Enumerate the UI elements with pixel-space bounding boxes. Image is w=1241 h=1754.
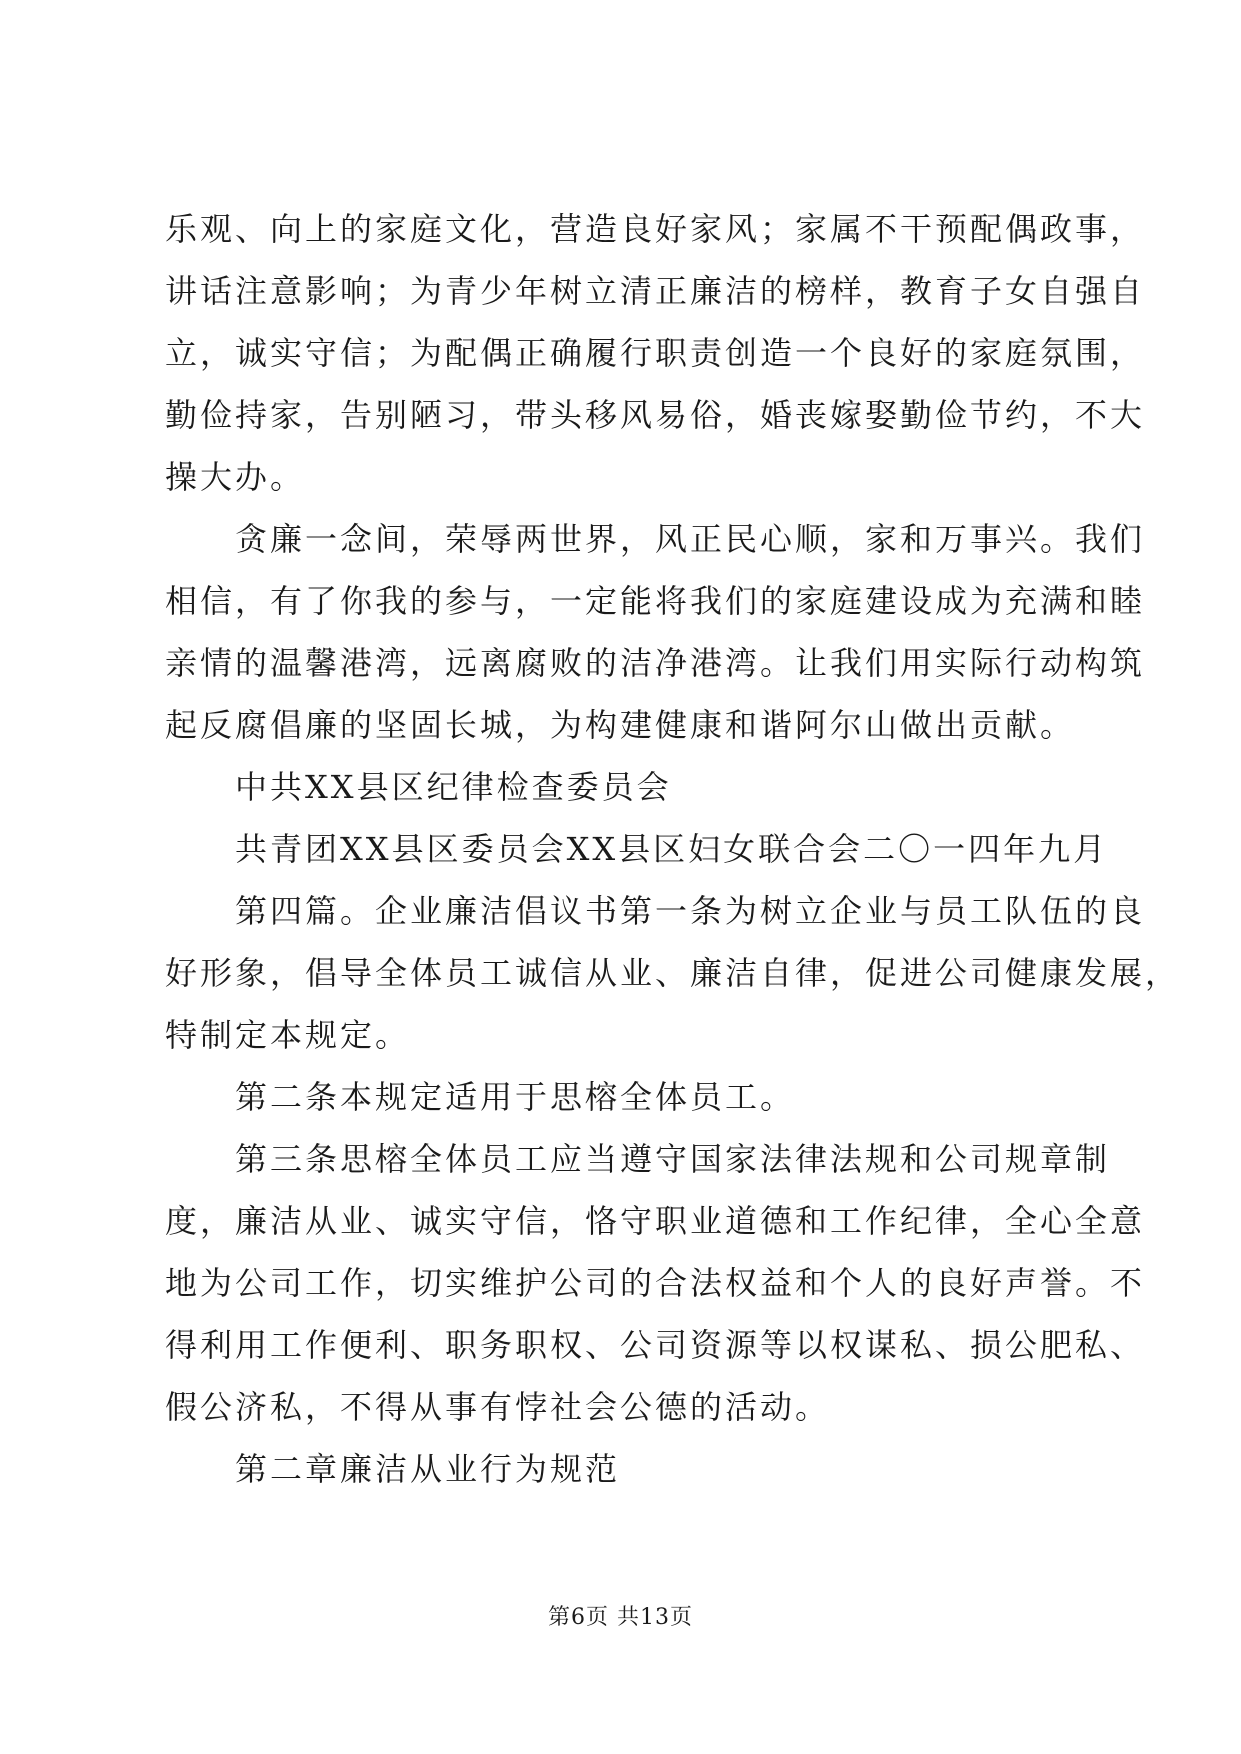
text-line-17: 度，廉洁从业、诚实守信，恪守职业道德和工作纪律，全心全意 xyxy=(165,1202,1146,1240)
document-body xyxy=(165,198,1181,1500)
text-line-3: 立，诚实守信；为配偶正确履行职责创造一个良好的家庭氛围， xyxy=(165,334,1146,372)
text-line-6: 贪廉一念间，荣辱两世界，风正民心顺，家和万事兴。我们 xyxy=(165,520,1146,558)
text-line-19: 得利用工作便利、职务职权、公司资源等以权谋私、损公肥私、 xyxy=(165,1326,1146,1364)
text-line-7: 相信，有了你我的参与，一定能将我们的家庭建设成为充满和睦 xyxy=(165,582,1146,620)
text-line-1: 乐观、向上的家庭文化，营造良好家风；家属不干预配偶政事， xyxy=(165,210,1146,248)
page-number-footer: 第6页 共13页 xyxy=(548,1605,693,1630)
text-line-5: 操大办。 xyxy=(165,458,306,496)
text-line-20: 假公济私，不得从事有悖社会公德的活动。 xyxy=(165,1388,831,1426)
text-line-13: 好形象，倡导全体员工诚信从业、廉洁自律，促进公司健康发展， xyxy=(165,954,1181,992)
text-line-14: 特制定本规定。 xyxy=(165,1016,411,1054)
text-line-2: 讲话注意影响；为青少年树立清正廉洁的榜样，教育子女自强自 xyxy=(165,272,1146,310)
text-line-21: 第二章廉洁从业行为规范 xyxy=(165,1450,621,1488)
text-line-8: 亲情的温馨港湾，远离腐败的洁净港湾。让我们用实际行动构筑 xyxy=(165,644,1146,682)
text-line-9: 起反腐倡廉的坚固长城，为构建健康和谐阿尔山做出贡献。 xyxy=(165,706,1076,744)
text-line-12: 第四篇。企业廉洁倡议书第一条为树立企业与员工队伍的良 xyxy=(165,892,1146,930)
text-line-15: 第二条本规定适用于思榕全体员工。 xyxy=(165,1078,796,1116)
text-line-18: 地为公司工作，切实维护公司的合法权益和个人的良好声誉。不 xyxy=(165,1264,1146,1302)
text-line-10: 中共XX县区纪律检查委员会 xyxy=(165,768,672,806)
text-line-11: 共青团XX县区委员会XX县区妇女联合会二〇一四年九月 xyxy=(165,830,1109,868)
text-line-16: 第三条思榕全体员工应当遵守国家法律法规和公司规章制 xyxy=(165,1140,1111,1178)
text-line-4: 勤俭持家，告别陋习，带头移风易俗，婚丧嫁娶勤俭节约，不大 xyxy=(165,396,1146,434)
